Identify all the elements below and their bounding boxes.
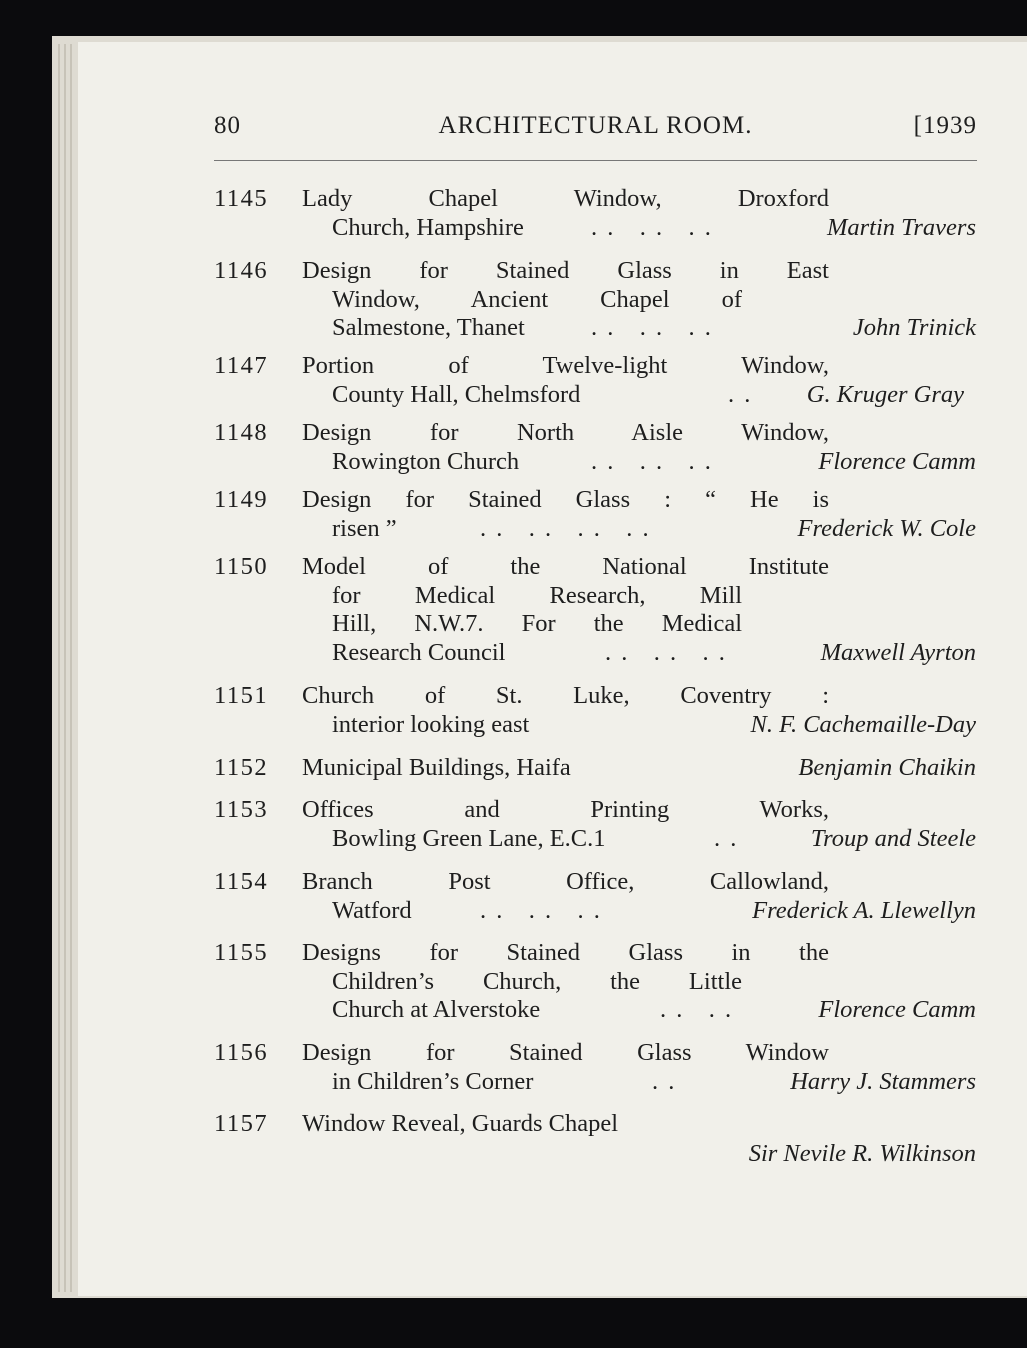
- entry-number: 1150: [214, 553, 269, 580]
- artist-name: Sir Nevile R. Wilkinson: [748, 1140, 976, 1167]
- entry-number: 1148: [214, 419, 269, 446]
- catalogue-year: [1939: [913, 112, 977, 139]
- entry-number: 1146: [214, 257, 269, 284]
- page-number: 80: [214, 112, 241, 139]
- entry-title-line: Design for Stained Glass in East: [302, 257, 829, 284]
- entry-title-line: Church, Hampshire: [332, 214, 524, 241]
- dot-leaders: . .: [728, 381, 753, 408]
- running-header: [214, 112, 977, 148]
- entry-title-line: Bowling Green Lane, E.C.1: [332, 825, 606, 852]
- dot-leaders: . . . . . .: [605, 639, 727, 666]
- page-edge-line: [58, 44, 60, 1292]
- header-rule: [214, 160, 977, 161]
- entry-title-line: Salmestone, Thanet: [332, 314, 525, 341]
- artist-name: Troup and Steele: [810, 825, 976, 852]
- entry-title-line: Research Council: [332, 639, 506, 666]
- dot-leaders: . . . .: [660, 996, 734, 1023]
- entry-number: 1153: [214, 796, 269, 823]
- dot-leaders: . . . . . .: [591, 314, 713, 341]
- page-edge-line: [70, 44, 72, 1292]
- page-title: ARCHITECTURAL ROOM.: [438, 112, 753, 139]
- artist-name: Harry J. Stammers: [790, 1068, 976, 1095]
- entry-title-line: Municipal Buildings, Haifa: [302, 754, 571, 781]
- entry-title-line: Design for North Aisle Window,: [302, 419, 829, 446]
- artist-name: Florence Camm: [818, 448, 976, 475]
- dot-leaders: . .: [714, 825, 739, 852]
- dot-leaders: . . . . . .: [591, 448, 713, 475]
- entry-title-line: Window, Ancient Chapel of: [332, 286, 742, 313]
- entry-title-line: Portion of Twelve-light Window,: [302, 352, 829, 379]
- entry-title-line: Design for Stained Glass : “ He is: [302, 486, 829, 513]
- entry-title-line: Designs for Stained Glass in the: [302, 939, 829, 966]
- artist-name: Maxwell Ayrton: [820, 639, 976, 666]
- entry-title-line: interior looking east: [332, 711, 530, 738]
- entry-number: 1152: [214, 754, 269, 781]
- entry-title-line: Design for Stained Glass Window: [302, 1039, 829, 1066]
- entry-number: 1151: [214, 682, 269, 709]
- artist-name: G. Kruger Gray: [806, 381, 964, 408]
- artist-name: Martin Travers: [826, 214, 976, 241]
- entry-title-line: Watford: [332, 897, 412, 924]
- entry-title-line: Rowington Church: [332, 448, 520, 475]
- entry-number: 1157: [214, 1110, 269, 1137]
- artist-name: N. F. Cachemaille-Day: [750, 711, 976, 738]
- artist-name: Frederick W. Cole: [797, 515, 976, 542]
- entry-number: 1149: [214, 486, 269, 513]
- entry-title-line: Hill, N.W.7. For the Medical: [332, 610, 742, 637]
- entry-title-line: Church of St. Luke, Coventry :: [302, 682, 829, 709]
- artist-name: Florence Camm: [818, 996, 976, 1023]
- entry-number: 1145: [214, 185, 269, 212]
- entry-title-line: Church at Alverstoke: [332, 996, 541, 1023]
- entry-number: 1155: [214, 939, 269, 966]
- entry-title-line: for Medical Research, Mill: [332, 582, 742, 609]
- entry-title-line: County Hall, Chelmsford: [332, 381, 581, 408]
- dot-leaders: . . . . . .: [480, 897, 602, 924]
- entry-number: 1147: [214, 352, 269, 379]
- page-edge-line: [64, 44, 66, 1292]
- entry-title-line: Model of the National Institute: [302, 553, 829, 580]
- artist-name: Frederick A. Llewellyn: [752, 897, 976, 924]
- entry-title-line: in Children’s Corner: [332, 1068, 534, 1095]
- entry-number: 1154: [214, 868, 269, 895]
- entry-title-line: risen ”: [332, 515, 397, 542]
- entry-title-line: Branch Post Office, Callowland,: [302, 868, 829, 895]
- entry-number: 1156: [214, 1039, 269, 1066]
- entry-title-line: Lady Chapel Window, Droxford: [302, 185, 829, 212]
- entry-title-line: Window Reveal, Guards Chapel: [302, 1110, 619, 1137]
- entry-title-line: Children’s Church, the Little: [332, 968, 742, 995]
- dot-leaders: . . . . . .: [591, 214, 713, 241]
- artist-name: John Trinick: [852, 314, 976, 341]
- artist-name: Benjamin Chaikin: [798, 754, 976, 781]
- dot-leaders: . . . . . . . .: [480, 515, 651, 542]
- entry-title-line: Offices and Printing Works,: [302, 796, 829, 823]
- dot-leaders: . .: [652, 1068, 677, 1095]
